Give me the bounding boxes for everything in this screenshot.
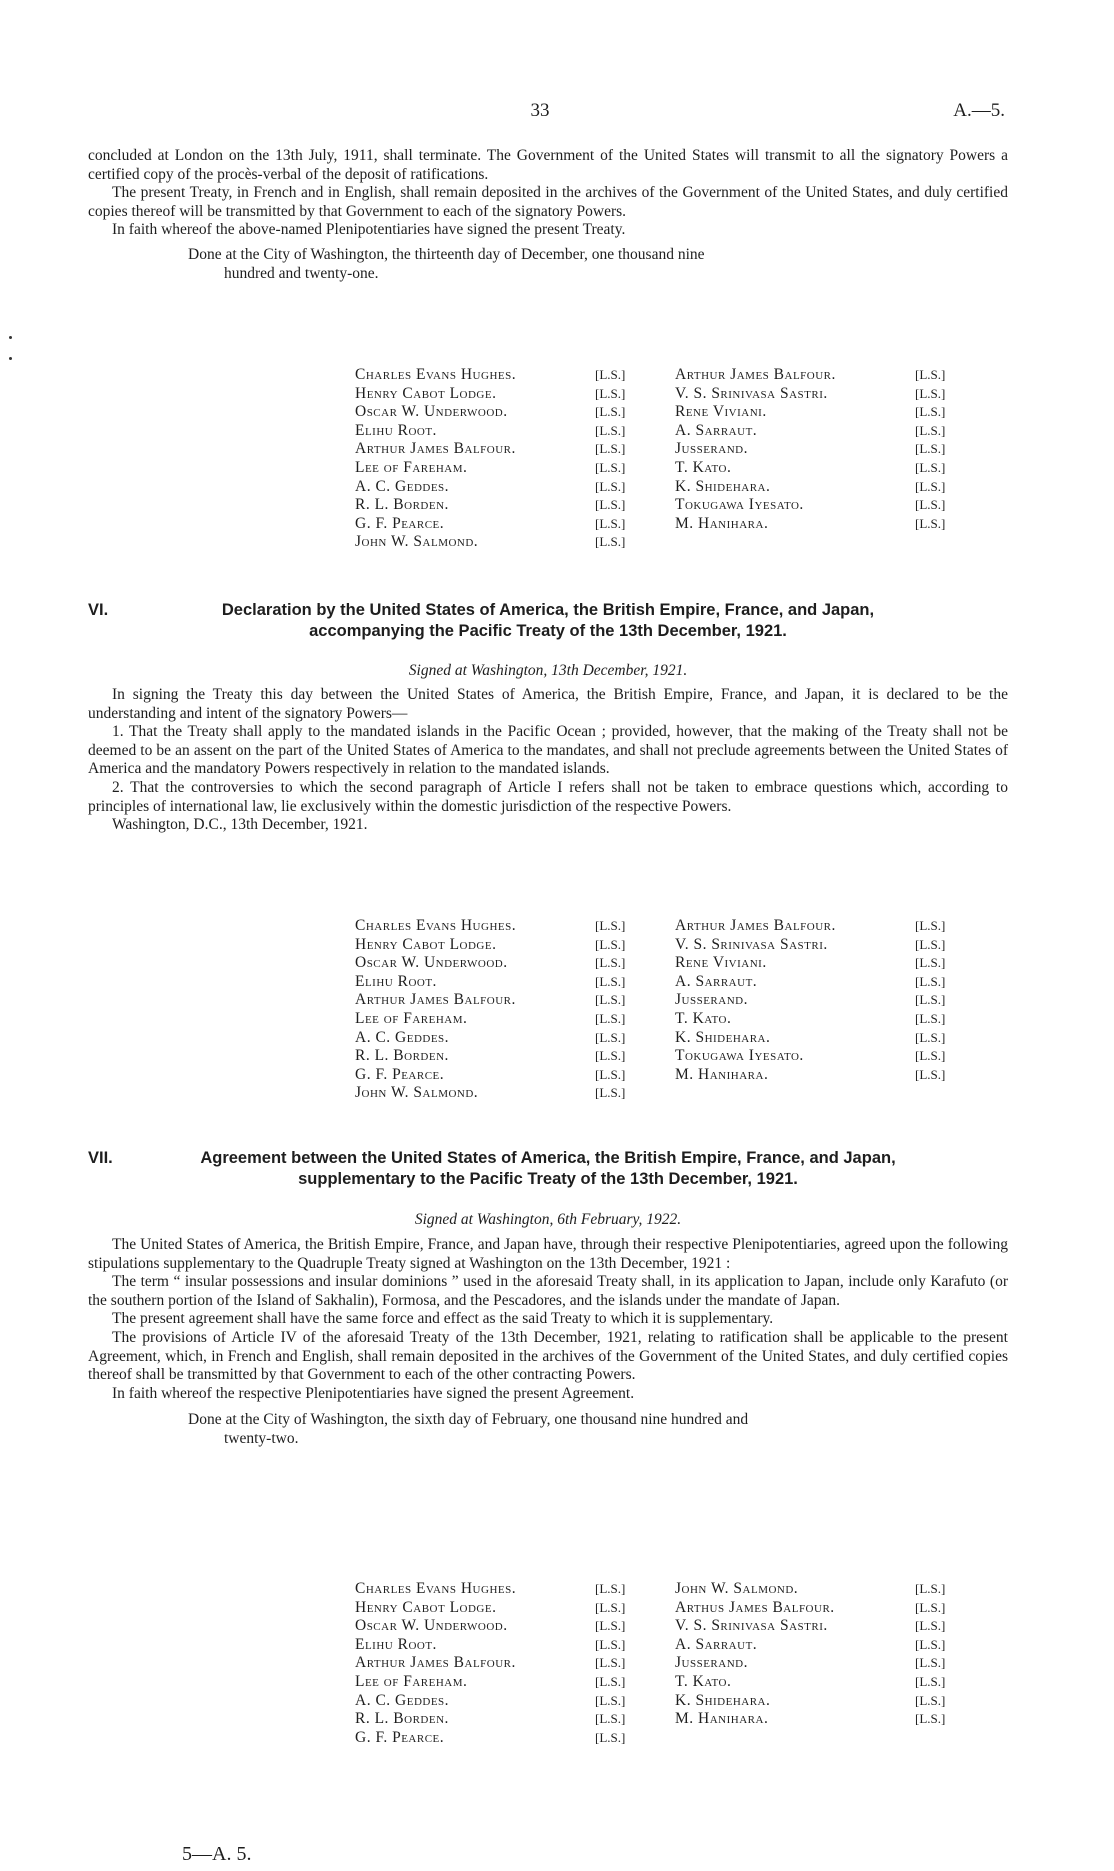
signatory-name: K. Shidehara. [675,477,771,495]
signatory-name: Lee of Fareham. [355,1009,468,1027]
signatory-name: Oscar W. Underwood. [355,954,508,972]
signatory-name: Jusserand. [675,991,748,1009]
seal-mark: [L.S.] [915,404,946,420]
seal-mark: [L.S.] [595,459,626,475]
signatory-name: K. Shidehara. [675,1028,771,1046]
seal-mark: [L.S.] [595,1066,626,1082]
signatory-name: Lee of Fareham. [355,458,468,476]
section-7-body [88,1236,1008,1449]
signatory-name: Elihu Root. [355,972,437,990]
seal-mark: [L.S.] [915,497,946,513]
seal-mark: [L.S.] [595,1729,626,1745]
signatory-name: Tokugawa Iyesato. [675,496,804,514]
signatory-name: John W. Salmond. [355,1084,479,1102]
signatory-name: A. Sarraut. [675,1635,758,1653]
seal-mark: [L.S.] [915,1673,946,1689]
section-6-body [88,686,1008,835]
signatory-name: G. F. Pearce. [355,514,445,532]
section-6-signed-line: Signed at Washington, 13th December, 1921. [408,662,688,679]
signatory-name: R. L. Borden. [355,496,449,514]
signatory-name: Arthur James Balfour. [675,917,836,934]
signatory-name: G. F. Pearce. [355,1728,445,1746]
signatory-name: V. S. Srinivasa Sastri. [675,935,828,953]
seal-mark: [L.S.] [595,385,626,401]
seal-mark: [L.S.] [915,1029,946,1045]
section-7-paragraph-5: In faith whereof the respective Plenipotentiaries have signed the present Agreement. [112,1384,635,1402]
seal-mark: [L.S.] [595,404,626,420]
section-7-heading [88,1148,1008,1190]
section-6-paragraph-1: In signing the Treaty this day between the United States of America, the British Empire, France, and Japan, it is declared to be the understanding and intent of the signatory Powers— [88,686,1008,722]
scan-speck [9,357,12,360]
signature-block-1 [355,366,975,556]
signatory-name: A. C. Geddes. [355,1691,450,1709]
seal-mark: [L.S.] [915,1066,946,1082]
document-reference: A.—5. [953,100,1005,121]
seal-mark: [L.S.] [595,1599,626,1615]
signature-block-3 [355,1580,975,1755]
section-7-done-line-1: Done at the City of Washington, the sixth day of February, one thousand nine hundred and [188,1411,749,1429]
signatory-name: T. Kato. [675,1009,732,1027]
signatory-name: Charles Evans Hughes. [355,366,517,383]
signatory-name: Arthur James Balfour. [355,440,516,458]
seal-mark: [L.S.] [595,367,626,382]
section-6-place-date: Washington, D.C., 13th December, 1921. [112,816,368,834]
intro-done-clause [188,246,1008,283]
signatory-name: Henry Cabot Lodge. [355,935,497,953]
seal-mark: [L.S.] [595,1673,626,1689]
section-7-title-line-1: Agreement between the United States of America, the British Empire, France, and Japan, [200,1149,896,1167]
section-6-paragraph-2: 1. That the Treaty shall apply to the mandated islands in the Pacific Ocean ; provided, however, that the making of the Treaty shall not be deemed to be an assent on the part of the United States of America to the mandates, and shall not preclude agreements between the United States of America and the mandatory Powers respectively in relation to the mandated islands. [88,723,1008,778]
section-7-paragraph-4: The provisions of Article IV of the aforesaid Treaty of the 13th December, 1921, relating to ratification shall be applicable to the present Agreement, which, in French and English, shall remain deposited in the archives of the Government of the United States, and duly certified copies thereof shall be transmitted by that Government to each of the other contracting Powers. [88,1328,1008,1384]
seal-mark: [L.S.] [915,422,946,438]
seal-mark: [L.S.] [595,1711,626,1727]
signatory-name: A. Sarraut. [675,972,758,990]
seal-mark: [L.S.] [915,441,946,457]
intro-paragraph-2: The present Treaty, in French and in English, shall remain deposited in the archives of the Government of the United States, and duly certified copies thereof will be transmitted by that Government to each of the signatory Powers. [88,184,1008,220]
signatory-name: V. S. Srinivasa Sastri. [675,384,828,402]
seal-mark: [L.S.] [915,955,946,971]
seal-mark: [L.S.] [595,973,626,989]
signatory-name: Jusserand. [675,440,748,458]
seal-mark: [L.S.] [595,1636,626,1652]
seal-mark: [L.S.] [915,1581,946,1596]
signatory-name: Arthus James Balfour. [675,1598,835,1616]
signatory-name: T. Kato. [675,1672,732,1690]
page-number: 33 [530,100,550,121]
seal-mark: [L.S.] [915,1599,946,1615]
seal-mark: [L.S.] [915,918,946,933]
section-6-title-line-2: accompanying the Pacific Treaty of the 13th December, 1921. [309,622,787,640]
signatory-name: M. Hanihara. [675,514,769,532]
scan-speck [9,336,12,339]
signatory-name: K. Shidehara. [675,1691,771,1709]
seal-mark: [L.S.] [915,992,946,1008]
signatory-name: Arthur James Balfour. [355,1654,516,1672]
intro-section [88,147,1008,283]
signatory-name: Arthur James Balfour. [355,991,516,1009]
signatory-name: Tokugawa Iyesato. [675,1047,804,1065]
seal-mark: [L.S.] [915,1010,946,1026]
section-7-numeral: VII. [88,1149,113,1167]
intro-done-line-2: hundred and twenty-one. [224,264,379,282]
seal-mark: [L.S.] [595,1010,626,1026]
signatory-name: Oscar W. Underwood. [355,403,508,421]
section-6-heading [88,600,1008,642]
seal-mark: [L.S.] [915,459,946,475]
seal-mark: [L.S.] [915,1655,946,1671]
section-7-title-line-2: supplementary to the Pacific Treaty of the 13th December, 1921. [298,1170,798,1188]
signatory-name: Henry Cabot Lodge. [355,1598,497,1616]
seal-mark: [L.S.] [595,955,626,971]
seal-mark: [L.S.] [595,497,626,513]
seal-mark: [L.S.] [595,1029,626,1045]
section-7-paragraph-1: The United States of America, the British Empire, France, and Japan have, through their respective Plenipotentiaries, agreed upon the following stipulations supplementary to the Quadruple Treaty signed at Washington on the 13th December, 1921 : [88,1236,1008,1272]
seal-mark: [L.S.] [595,992,626,1008]
signatory-name: Elihu Root. [355,1635,437,1653]
seal-mark: [L.S.] [595,534,626,550]
seal-mark: [L.S.] [595,1618,626,1634]
signatory-name: John W. Salmond. [355,533,479,551]
signatory-name: V. S. Srinivasa Sastri. [675,1617,828,1635]
seal-mark: [L.S.] [595,1048,626,1064]
intro-done-line-1: Done at the City of Washington, the thirteenth day of December, one thousand nine [188,245,705,263]
signature-block-2 [355,917,975,1107]
seal-mark: [L.S.] [915,478,946,494]
signatory-name: Henry Cabot Lodge. [355,384,497,402]
signatory-name: A. Sarraut. [675,421,758,439]
seal-mark: [L.S.] [915,1636,946,1652]
section-6-numeral: VI. [88,601,109,619]
signatory-name: R. L. Borden. [355,1047,449,1065]
signatory-name: Oscar W. Underwood. [355,1617,508,1635]
seal-mark: [L.S.] [595,918,626,933]
seal-mark: [L.S.] [595,478,626,494]
seal-mark: [L.S.] [915,1048,946,1064]
section-6-title-line-1: Declaration by the United States of America, the British Empire, France, and Japan, [221,601,875,619]
signatory-name: A. C. Geddes. [355,1028,450,1046]
signatory-name: Arthur James Balfour. [675,366,836,383]
signatory-name: John W. Salmond. [675,1580,799,1597]
signatory-name: T. Kato. [675,458,732,476]
signature-mark: 5—A. 5. [182,1843,252,1865]
signatory-name: M. Hanihara. [675,1065,769,1083]
signatory-name: Charles Evans Hughes. [355,917,517,934]
seal-mark: [L.S.] [915,367,946,382]
seal-mark: [L.S.] [915,936,946,952]
section-7-paragraph-3: The present agreement shall have the same force and effect as the said Treaty to which it is supplementary. [112,1310,774,1328]
seal-mark: [L.S.] [595,441,626,457]
signatory-name: Lee of Fareham. [355,1672,468,1690]
signatory-name: M. Hanihara. [675,1710,769,1728]
section-7-done-clause [188,1411,1008,1448]
seal-mark: [L.S.] [915,973,946,989]
seal-mark: [L.S.] [915,385,946,401]
signatory-name: Rene Viviani. [675,403,767,421]
seal-mark: [L.S.] [595,1085,626,1101]
intro-paragraph-1: concluded at London on the 13th July, 1911, shall terminate. The Government of the United States will transmit to all the signatory Powers a certified copy of the procès-verbal of the deposit of ratifications. [88,147,1008,183]
section-7-signed-line: Signed at Washington, 6th February, 1922. [414,1211,682,1228]
seal-mark: [L.S.] [595,422,626,438]
page-header [75,102,1005,126]
seal-mark: [L.S.] [595,1692,626,1708]
seal-mark: [L.S.] [915,1711,946,1727]
seal-mark: [L.S.] [915,515,946,531]
seal-mark: [L.S.] [915,1618,946,1634]
signatory-name: Jusserand. [675,1654,748,1672]
seal-mark: [L.S.] [595,936,626,952]
signatory-name: G. F. Pearce. [355,1065,445,1083]
signatory-name: Charles Evans Hughes. [355,1580,517,1597]
section-7-paragraph-2: The term “ insular possessions and insular dominions ” used in the aforesaid Treaty shall, in its application to Japan, include only Karafuto (or the southern portion of the Island of Sakhalin), Formosa, and the Pescadores, and the islands under the mandate of Japan. [88,1273,1008,1309]
seal-mark: [L.S.] [595,515,626,531]
signatory-name: R. L. Borden. [355,1710,449,1728]
signatory-name: Elihu Root. [355,421,437,439]
section-6-paragraph-3: 2. That the controversies to which the second paragraph of Article I refers shall not be taken to embrace questions which, according to principles of international law, lie exclusively within the domestic jurisdiction of the respective Powers. [88,778,1008,815]
seal-mark: [L.S.] [595,1581,626,1596]
seal-mark: [L.S.] [915,1692,946,1708]
intro-paragraph-3: In faith whereof the above-named Plenipotentiaries have signed the present Treaty. [112,221,626,239]
seal-mark: [L.S.] [595,1655,626,1671]
signatory-name: A. C. Geddes. [355,477,450,495]
signatory-name: Rene Viviani. [675,954,767,972]
section-7-done-line-2: twenty-two. [224,1429,299,1447]
